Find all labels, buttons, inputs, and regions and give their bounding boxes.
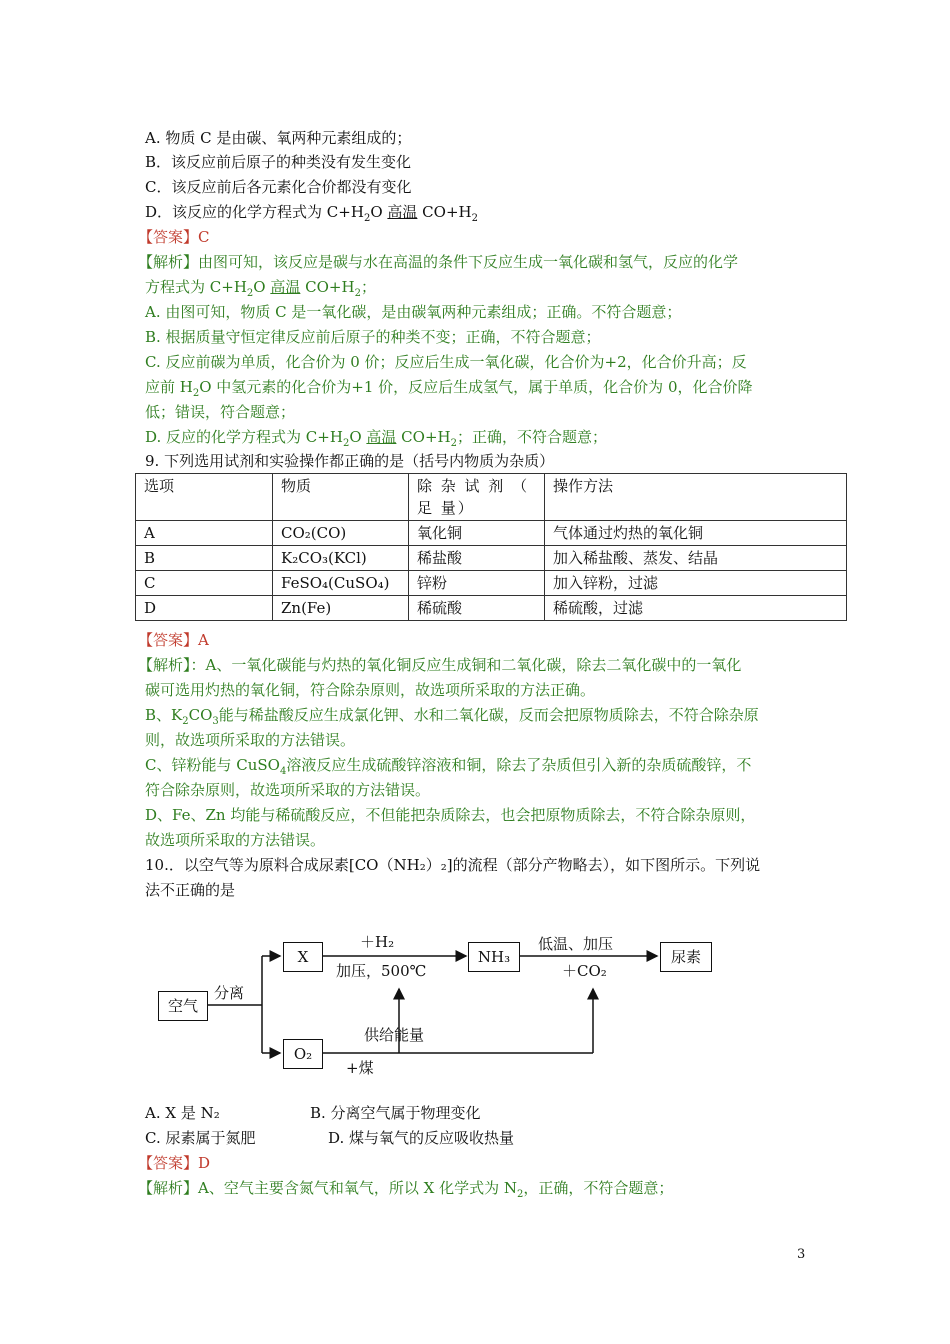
q8-option-a: A. 物质 C 是由碳、氧两种元素组成的； xyxy=(145,129,412,147)
table-cell: A xyxy=(136,521,273,546)
q8-analysis-c3: 低；错误，符合题意； xyxy=(145,403,296,421)
q10-answer: 【答案】D xyxy=(138,1154,211,1172)
q9-analysis-b1: B、$K_2CO_3$能与稀盐酸反应生成氯化钾、水和二氧化碳，反而会把原物质除去，不符合除杂原 xyxy=(145,706,759,727)
q9-analysis-a1: 【解析】：A、一氧化碳能与灼热的氧化铜反应生成铜和二氧化碳，除去二氧化碳中的一氧化 xyxy=(138,656,742,674)
table-cell: K₂CO₃(KCl) xyxy=(273,546,409,571)
q9-analysis-b2: 则，故选项所采取的方法错误。 xyxy=(145,731,356,749)
q10-stem-2: 法不正确的是 xyxy=(145,881,236,899)
coal-label: +煤 xyxy=(346,1059,374,1077)
q10-stem-1: 10.．以空气等为原料合成尿素[CO（NH₂）₂]的流程（部分产物略去），如下图所示。下列说 xyxy=(145,856,761,874)
x-box: X xyxy=(283,942,323,972)
q10-analysis-a: 【解析】A、空气主要含氮气和氧气，所以 X 化学式为 $N_2$，正确，不符合题意； xyxy=(138,1179,674,1200)
table-cell: Zn(Fe) xyxy=(273,596,409,621)
page-number: 3 xyxy=(797,1247,806,1262)
table-row xyxy=(136,546,847,571)
q8-option-c: C．该反应前后各元素化合价都没有变化 xyxy=(145,178,412,196)
q9-analysis-c1: C、锌粉能与 CuSO$_4$溶液反应生成硫酸锌溶液和铜，除去了杂质但引入新的杂质硫酸锌，不 xyxy=(145,756,752,777)
q8-analysis-line-2: 方程式为 $C+H_2O$ 高温 $CO+H_2$； xyxy=(145,278,376,299)
table-cell: B xyxy=(136,546,273,571)
reaction-condition: 高温 xyxy=(387,203,418,221)
table-header-cell: 操作方法 xyxy=(545,474,847,521)
q9-analysis-c2: 符合除杂原则，故选项所采取的方法错误。 xyxy=(145,781,431,799)
q9-stem: 9. 下列选用试剂和实验操作都正确的是（括号内物质为杂质） xyxy=(145,452,555,470)
q8-analysis-d: D. 反应的化学方程式为 $C+H_2O$ 高温 $CO+H_2$；正确，不符合题意； xyxy=(145,428,607,449)
o2-box: O₂ xyxy=(283,1039,323,1069)
condition-1-label: 加压，500℃ xyxy=(336,962,427,980)
q8-analysis-line-1: 【解析】由图可知，该反应是碳与水在高温的条件下反应生成一氧化碳和氢气，反应的化学 xyxy=(138,253,739,271)
table-cell: C xyxy=(136,571,273,596)
table-cell: 气体通过灼热的氧化铜 xyxy=(545,521,847,546)
table-cell: 氧化铜 xyxy=(409,521,545,546)
q8-option-b: B．该反应前后原子的种类没有发生变化 xyxy=(145,153,412,171)
q8-analysis-b: B. 根据质量守恒定律反应前后原子的种类不变；正确，不符合题意； xyxy=(145,328,601,346)
q10-option-b: B. 分离空气属于物理变化 xyxy=(310,1104,481,1122)
energy-label: 供给能量 xyxy=(364,1026,425,1044)
q9-answer: 【答案】A xyxy=(138,631,209,649)
table-cell: FeSO₄(CuSO₄) xyxy=(273,571,409,596)
q9-table xyxy=(135,473,847,621)
table-header-cell: 选项 xyxy=(136,474,273,521)
separate-label: 分离 xyxy=(214,984,245,1002)
q10-option-c: C. 尿素属于氮肥 xyxy=(145,1129,256,1147)
q10-options-row-1 xyxy=(145,1101,815,1126)
q8-option-d: D．该反应的化学方程式为 $C+H_2O$ 高温 $CO+H_2$ xyxy=(145,203,478,224)
urea-box: 尿素 xyxy=(660,942,712,972)
air-box: 空气 xyxy=(158,991,208,1021)
table-cell: 加入稀盐酸、蒸发、结晶 xyxy=(545,546,847,571)
q9-analysis-d2: 故选项所采取的方法错误。 xyxy=(145,831,326,849)
urea-synthesis-flowchart xyxy=(150,925,750,1085)
table-row xyxy=(136,596,847,621)
q8-analysis-c1: C. 反应前碳为单质，化合价为 0 价；反应后生成一氧化碳，化合价为+2，化合价升高；反 xyxy=(145,353,747,371)
q8-analysis-a: A. 由图可知，物质 C 是一氧化碳，是由碳氧两种元素组成；正确。不符合题意； xyxy=(145,303,682,321)
h2-label: ＋H₂ xyxy=(360,933,395,951)
table-header-cell: 除 杂 试 剂 （ 足 量） xyxy=(409,474,545,521)
q9-analysis-d1: D、Fe、Zn 均能与稀硫酸反应，不但能把杂质除去，也会把原物质除去，不符合除杂原则， xyxy=(145,806,756,824)
table-cell: 稀硫酸，过滤 xyxy=(545,596,847,621)
condition-2-label: 低温、加压 xyxy=(538,935,614,953)
q10-option-a: A. X 是 N₂ xyxy=(145,1104,220,1122)
table-cell: 稀盐酸 xyxy=(409,546,545,571)
table-cell: 稀硫酸 xyxy=(409,596,545,621)
table-cell: 加入锌粉，过滤 xyxy=(545,571,847,596)
co2-label: ＋CO₂ xyxy=(562,962,607,980)
table-header-cell: 物质 xyxy=(273,474,409,521)
table-row xyxy=(136,571,847,596)
table-header-row xyxy=(136,474,847,521)
q10-options-row-2 xyxy=(145,1126,815,1151)
q8-answer: 【答案】C xyxy=(138,228,210,246)
table-cell: D xyxy=(136,596,273,621)
table-cell: CO₂(CO) xyxy=(273,521,409,546)
q8-analysis-c2: 应前 $H_2O$ 中氢元素的化合价为+1 价，反应后生成氢气，属于单质，化合价为 0，化合价降 xyxy=(145,378,753,399)
nh3-box: NH₃ xyxy=(468,942,520,972)
q9-analysis-a2: 碳可选用灼热的氧化铜，符合除杂原则，故选项所采取的方法正确。 xyxy=(145,681,596,699)
q10-option-d: D. 煤与氧气的反应吸收热量 xyxy=(328,1129,515,1147)
table-cell: 锌粉 xyxy=(409,571,545,596)
table-row xyxy=(136,521,847,546)
